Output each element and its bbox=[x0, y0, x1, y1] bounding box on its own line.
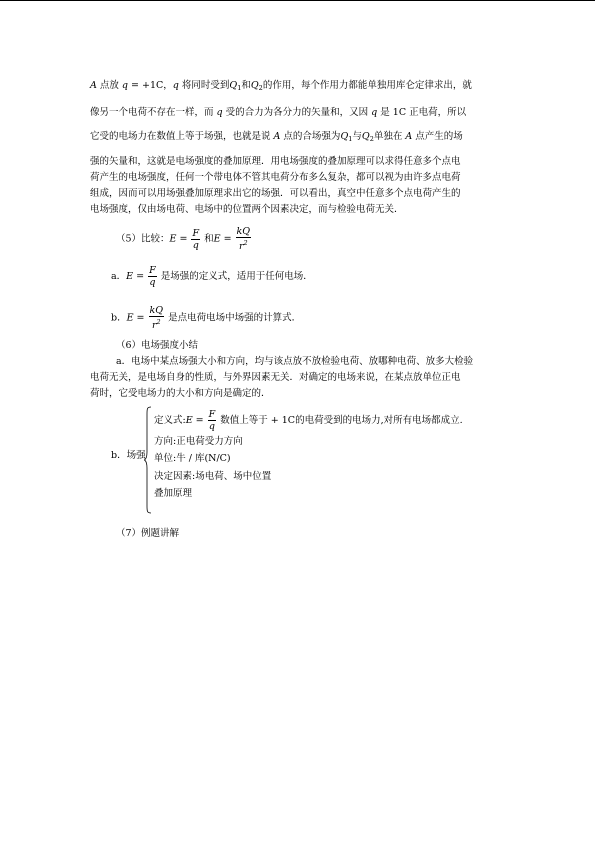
brace-factors: 决定因素:场电荷、场中位置 bbox=[154, 471, 272, 482]
brace-direction: 方向:正电荷受力方向 bbox=[154, 436, 243, 447]
fraction-F-over-q: $\frac{F}{q}$ bbox=[192, 227, 200, 251]
fraction-kQ-over-r2: $\frac{kQ}{r^2}$ bbox=[236, 226, 251, 252]
brace-definition: 定义式:E = $\frac{F}{q}$ 数值上等于 + 1C的电荷受到的电场力,对所有电场都成立. bbox=[154, 409, 463, 432]
compare-formulas: （5）比较：E = $\frac{F}{q}$ 和E = $\frac{kQ}{r^2}$ bbox=[116, 226, 251, 252]
summary-line3: 荷时，它受电场力的大小和方向是确定的． bbox=[90, 388, 271, 399]
top-rule bbox=[0, 0, 595, 1]
curly-brace-icon bbox=[144, 406, 152, 514]
para1-line6: 组成，因而可以用场强叠加原理求出它的场强．可以看出，真空中任意多个点电荷产生的 bbox=[90, 188, 461, 199]
para1-line3: 它受的电场力在数值上等于场强，也就是说 A 点的合场强为$Q_1$与$Q_2$单独在 A 点产生的场 bbox=[90, 131, 463, 143]
brace-unit: 单位:牛 / 库(N/C) bbox=[154, 453, 231, 464]
field-strength-label: b．场强 bbox=[111, 450, 146, 461]
summary-line2: 电荷无关，是电场自身的性质，与外界因素无关．对确定的电场来说，在某点放单位正电 bbox=[90, 372, 461, 383]
summary-title: （6）电场强度小结 bbox=[116, 340, 199, 351]
para1-line2: 像另一个电荷不存在一样，而 q 受的合力为各分力的矢量和，又因 q 是 1C 正电荷，所以 bbox=[90, 107, 467, 118]
point-charge-formula-line: b．E = $\frac{kQ}{r^2}$ 是点电荷电场中场强的计算式． bbox=[111, 305, 302, 331]
para1-line4: 强的矢量和，这就是电场强度的叠加原理．用电场强度的叠加原理可以求得任意多个点电 bbox=[90, 156, 461, 167]
brace-superposition: 叠加原理 bbox=[154, 488, 193, 499]
example-heading: （7）例题讲解 bbox=[116, 528, 180, 539]
definition-formula-line: a．E = $\frac{F}{q}$ 是场强的定义式，适用于任何电场． bbox=[111, 265, 313, 288]
para1-line5: 荷产生的电场强度，任何一个带电体不管其电荷分布多么复杂，都可以视为由许多点电荷 bbox=[90, 172, 461, 183]
para1-line1: A 点放 q = +1C，q 将同时受到$Q_1$和$Q_2$的作用，每个作用力都能单独用库仑定律求出，就 bbox=[90, 80, 472, 92]
summary-line1: a．电场中某点场强大小和方向，均与该点放不放检验电荷、放哪种电荷、放多大检验 bbox=[116, 356, 474, 367]
para1-line7: 电场强度，仅由场电荷、电场中的位置两个因素决定，而与检验电荷无关． bbox=[90, 204, 404, 215]
